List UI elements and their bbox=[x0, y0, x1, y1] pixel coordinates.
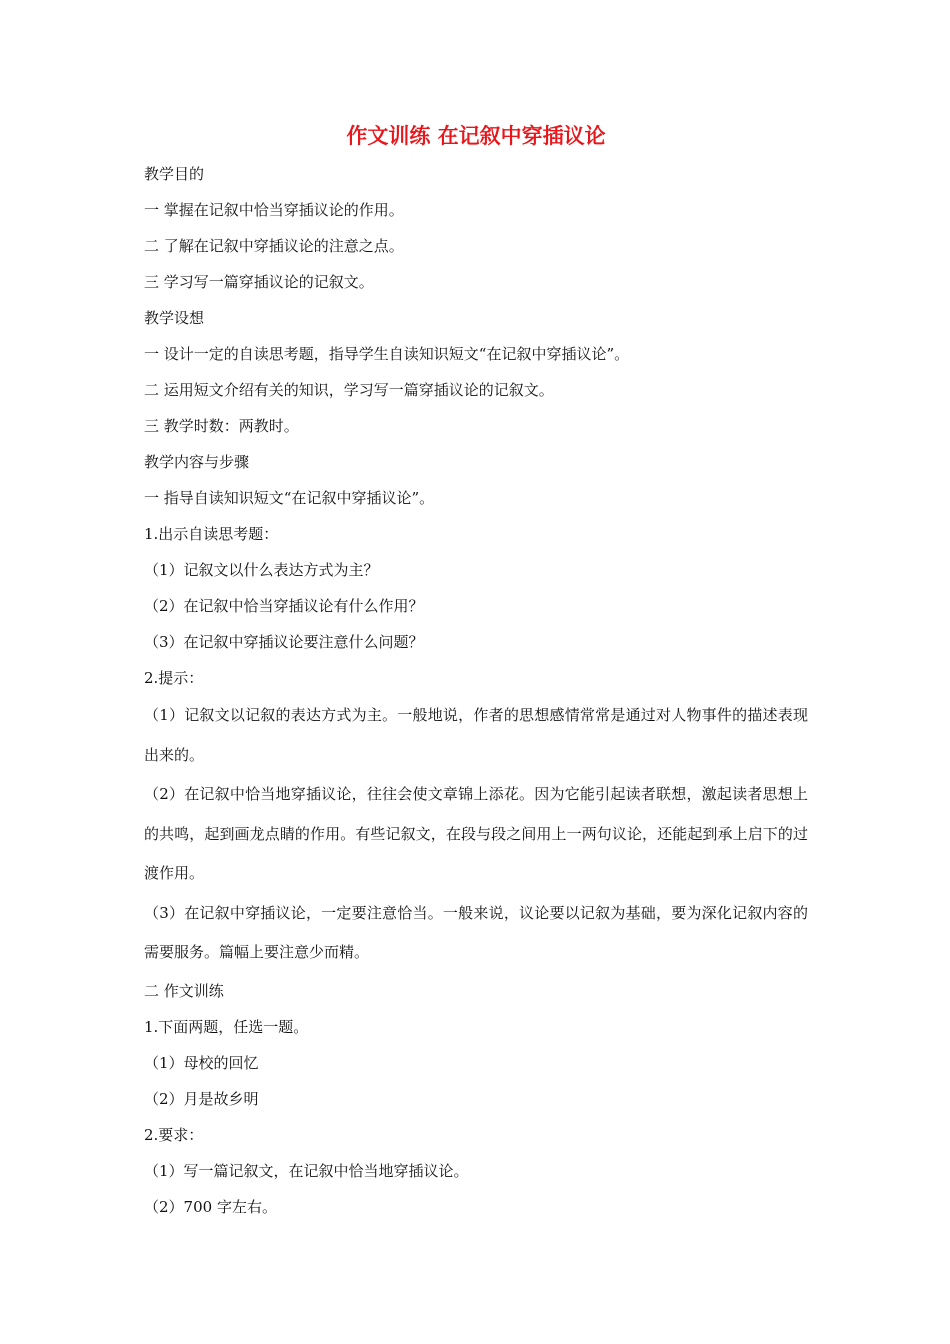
plan-item-3: 三 教学时数：两教时。 bbox=[144, 417, 299, 435]
step-2-heading: 二 作文训练 bbox=[144, 981, 224, 1000]
question-2: （2）在记叙中恰当穿插议论有什么作用？ bbox=[144, 597, 424, 615]
hint-paragraph-3: （3）在记叙中穿插议论，一定要注意恰当。一般来说，议论要以记叙为基础，要为深化记叙内容的需要服务。篇幅上要注意少而精。 bbox=[144, 903, 808, 961]
goal-item-2: 二 了解在记叙中穿插议论的注意之点。 bbox=[144, 237, 404, 255]
section-heading-content-steps: 教学内容与步骤 bbox=[144, 453, 250, 471]
hint-paragraph-2: （2）在记叙中恰当地穿插议论，往往会使文章锦上添花。因为它能引起读者联想，激起读者思想上的共鸣，起到画龙点睛的作用。有些记叙文，在段与段之间用上一两句议论，还能起到承上启下的过渡作用。 bbox=[144, 785, 808, 882]
requirement-2: （2）700 字左右。 bbox=[144, 1197, 277, 1216]
goal-item-3: 三 学习写一篇穿插议论的记叙文。 bbox=[144, 273, 374, 291]
question-3: （3）在记叙中穿插议论要注意什么问题？ bbox=[144, 633, 424, 651]
step-2-sub-2: 2.要求： bbox=[144, 1125, 204, 1144]
section-heading-teaching-goals: 教学目的 bbox=[144, 165, 205, 183]
question-1: （1）记叙文以什么表达方式为主？ bbox=[144, 561, 379, 579]
document-page bbox=[144, 118, 808, 1225]
plan-item-2: 二 运用短文介绍有关的知识，学习写一篇穿插议论的记叙文。 bbox=[144, 381, 554, 399]
hint-paragraph-1: （1）记叙文以记叙的表达方式为主。一般地说，作者的思想感情常常是通过对人物事件的描述表现出来的。 bbox=[144, 706, 808, 764]
requirement-1: （1）写一篇记叙文，在记叙中恰当地穿插议论。 bbox=[144, 1161, 469, 1180]
goal-item-1: 一 掌握在记叙中恰当穿插议论的作用。 bbox=[144, 201, 404, 219]
document-title: 作文训练 在记叙中穿插议论 bbox=[346, 124, 606, 148]
topic-2: （2）月是故乡明 bbox=[144, 1089, 259, 1108]
topic-1: （1）母校的回忆 bbox=[144, 1053, 259, 1072]
step-1-sub-2: 2.提示： bbox=[144, 669, 204, 687]
step-2-sub-1: 1.下面两题，任选一题。 bbox=[144, 1017, 309, 1036]
plan-item-1: 一 设计一定的自读思考题，指导学生自读知识短文“在记叙中穿插议论”。 bbox=[144, 345, 630, 363]
section-heading-teaching-plan: 教学设想 bbox=[144, 309, 205, 327]
step-1-heading: 一 指导自读知识短文“在记叙中穿插议论”。 bbox=[144, 489, 435, 507]
step-1-sub-1: 1.出示自读思考题： bbox=[144, 525, 279, 543]
